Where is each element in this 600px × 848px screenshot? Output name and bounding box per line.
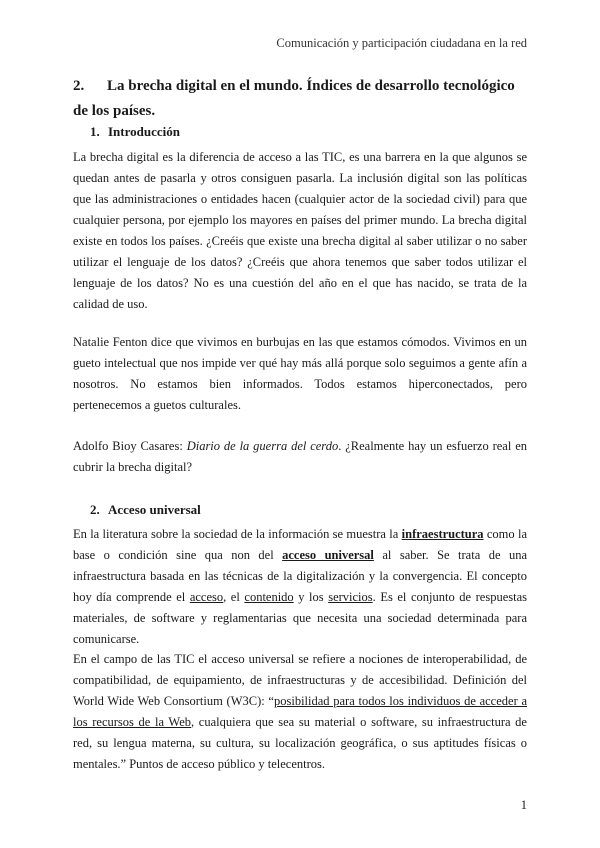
page-number: 1 [520, 798, 527, 812]
text-run: como la base o condición sine qua non del [73, 526, 527, 562]
underlined-term: infraestructura [401, 526, 484, 541]
underlined-term: contenido [244, 589, 294, 604]
subsection-title: Acceso universal [108, 502, 201, 517]
section-number: 2. [73, 78, 85, 94]
subsection-heading-acceso-universal [90, 502, 201, 518]
text-run: Adolfo Bioy Casares: [73, 438, 187, 453]
section-heading [73, 74, 533, 124]
text-run: . Es el conjunto de respuestas materiales, de software y reglamentarias que necesita una sociedad determinada para comunicarse. [73, 589, 527, 646]
text-run: y los [293, 589, 329, 604]
subsection-number: 2. [90, 502, 100, 517]
text-run: . ¿Realmente hay un esfuerzo real en cubrir la brecha digital? [73, 438, 527, 474]
text-run: En el campo de las TIC el acceso universal se refiere a nociones de interoperabilidad, de compatibilidad, de equipamiento, de infraestructuras y de accesibilidad. Definición del World Wide Web Consortium (W3C): “ [73, 651, 527, 708]
text-run: En la literatura sobre la sociedad de la información se muestra la [73, 526, 402, 541]
underlined-term: acceso [189, 589, 224, 604]
book-title: Diario de la guerra del cerdo [186, 438, 339, 453]
paragraph-campo-tic [73, 649, 527, 775]
underlined-term: servicios [328, 589, 373, 604]
paragraph-bioy-casares [73, 436, 527, 478]
text-run: , el [223, 589, 245, 604]
text-run: al saber. Se trata de una infraestructura basada en las técnicas de la digitalización y la convergencia. El concepto hoy día comprende el [73, 547, 527, 604]
paragraph-brecha-digital: La brecha digital es la diferencia de acceso a las TIC, es una barrera en la que algunos se quedan antes de pasarla y otros consiguen pasarla. La inclusión digital son las políticas que las administraciones o entidades hacen (cualquier actor de la sociedad civil) para que cualquier persona, por ejemplo los mayores en países del primer mundo. La brecha digital existe en todos los países. ¿Creéis que existe una brecha digital al saber utilizar o no saber utilizar el lenguaje de los datos? ¿Creéis que ahora tenemos que saber todos utilizar el lenguaje de los datos? No es una cuestión del año en el que has nacido, se trata de la calidad de uso. [73, 149, 527, 311]
subsection-title: Introducción [108, 124, 180, 139]
section-title: La brecha digital en el mundo. Índices de desarrollo tecnológico de los países. [73, 78, 515, 119]
paragraph-natalie-fenton: Natalie Fenton dice que vivimos en burbujas en las que estamos cómodos. Vivimos en un gueto intelectual que nos impide ver qué hay más allá porque solo seguimos a gente afín a nosotros. No estamos bien informados. Todos estamos hiperconectados, pero pertenecemos a guetos culturales. [73, 334, 527, 412]
subsection-heading-introduccion [90, 124, 180, 140]
underlined-term: acceso universal [282, 547, 374, 562]
underlined-quote: posibilidad para todos los individuos de acceder a los recursos de la Web [73, 693, 527, 729]
text-run: , cualquiera que sea su material o software, su infraestructura de red, su lengua materna, su cultura, su localización geográfica, o sus aptitudes físicas o mentales.” Puntos de acceso público y telecentros. [73, 714, 527, 771]
paragraph-infraestructura [73, 524, 527, 650]
subsection-number: 1. [90, 124, 100, 139]
running-header: Comunicación y participación ciudadana en la red [276, 36, 527, 50]
